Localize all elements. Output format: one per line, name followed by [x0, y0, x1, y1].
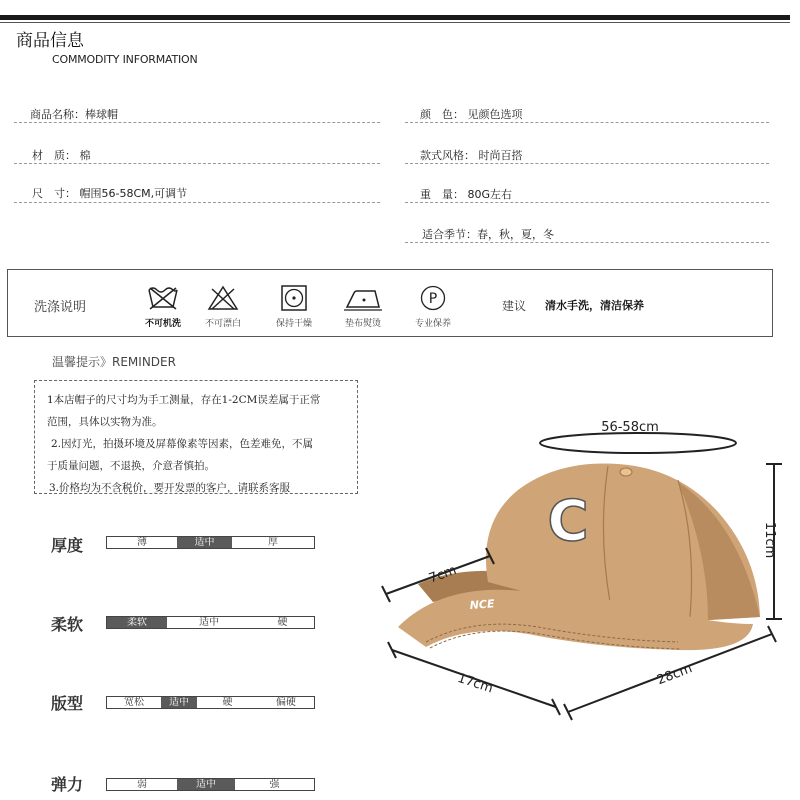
iron-with-cloth-icon [343, 285, 383, 311]
dim-height: 11cm [762, 521, 777, 559]
wash-caption: 不可漂白 [204, 319, 241, 329]
section-subtitle: COMMODITY INFORMATION [52, 53, 198, 66]
scale-option-selected: 适中 [177, 537, 232, 548]
dim-width: 28cm [655, 661, 695, 689]
info-size-value: 帽围56-58CM,可调节 [79, 187, 188, 200]
reminder-line: 范围，具体以实物为准。 [47, 416, 163, 428]
scale-bar-elasticity [106, 778, 315, 791]
circumference-ellipse [540, 433, 736, 453]
info-name [30, 106, 118, 122]
divider [14, 122, 380, 123]
divider [14, 202, 380, 203]
info-size [32, 185, 187, 201]
no-machine-wash-icon [146, 285, 180, 311]
reminder-box [34, 380, 358, 494]
scale-name-thickness: 厚度 [51, 536, 84, 555]
brim-text: NCE [469, 597, 495, 612]
reminder-line: 于质量问题，不退换，介意者慎拍。 [47, 460, 215, 472]
reminder-line: 3.价格均为不含税价，要开发票的客户，请联系客服 [49, 482, 291, 494]
scale-bar-softness [106, 616, 315, 629]
top-rule-thin [0, 22, 790, 23]
top-rule [0, 15, 790, 20]
cap-button [620, 468, 632, 476]
divider [405, 242, 769, 243]
scale-option: 偏硬 [276, 697, 296, 708]
info-size-label: 尺 寸： [32, 187, 76, 200]
info-color-value: 见颜色选项 [467, 108, 523, 121]
reminder-line: 2.因灯光，拍摄环境及屏幕像素等因素，色差难免，不属 [51, 438, 314, 450]
reminder-line: 1本店帽子的尺寸均为手工测量，存在1-2CM误差属于正常 [47, 394, 321, 406]
divider [405, 202, 769, 203]
info-season-value: 春，秋，夏，冬 [477, 228, 554, 241]
scale-option-selected: 适中 [177, 779, 235, 790]
scale-bar-thickness [106, 536, 315, 549]
scale-name-softness: 柔软 [51, 615, 84, 634]
scale-option: 硬 [222, 697, 233, 708]
info-weight-label: 重 量： [420, 188, 464, 201]
info-color-label: 颜 色： [420, 108, 464, 121]
wash-caption: 保持干燥 [275, 319, 312, 329]
wash-caption: 专业保养 [414, 319, 451, 329]
info-material-value: 棉 [79, 149, 91, 162]
scale-name-elasticity: 弹力 [51, 775, 84, 794]
wash-caption: 不可机洗 [144, 319, 181, 329]
scale-name-fit: 版型 [51, 694, 84, 713]
wash-icon-item [133, 285, 193, 329]
divider [405, 163, 769, 164]
wash-icon-item [264, 285, 324, 329]
no-bleach-icon [206, 285, 240, 311]
dim-circumference: 56-58cm [601, 420, 659, 435]
dim-brim: 7cm [427, 562, 459, 587]
info-weight-value: 80G左右 [467, 188, 513, 201]
scale-option: 宽松 [124, 697, 144, 708]
info-style-value: 时尚百搭 [478, 149, 523, 162]
section-title: 商品信息 [16, 31, 84, 51]
wash-icon-item [193, 285, 253, 329]
suggest-label: 建议 [502, 299, 527, 313]
info-color [420, 106, 523, 122]
tumble-dry-icon [277, 285, 311, 311]
info-material [32, 147, 91, 163]
dim-depth: 17cm [455, 670, 495, 697]
info-style [420, 147, 523, 163]
info-weight [420, 186, 512, 202]
baseball-cap-image [378, 412, 790, 732]
scale-option: 硬 [277, 617, 288, 628]
scale-option: 强 [269, 779, 280, 790]
scale-bar-fit [106, 696, 315, 709]
scale-option: 薄 [137, 537, 147, 548]
scale-option-selected: 柔软 [107, 617, 167, 628]
wash-title: 洗涤说明 [34, 300, 87, 315]
info-name-value: 棒球帽 [85, 108, 118, 121]
wash-caption: 垫布熨烫 [344, 319, 381, 329]
wash-icon-item [403, 285, 463, 329]
divider [14, 163, 380, 164]
scale-option: 厚 [268, 537, 278, 548]
product-illustration [378, 412, 790, 732]
divider [405, 122, 769, 123]
info-season [422, 226, 554, 242]
info-name-label: 商品名称： [30, 108, 85, 121]
info-season-label: 适合季节： [422, 228, 477, 241]
care-symbol: P [428, 291, 438, 307]
reminder-title: 温馨提示》REMINDER [52, 355, 176, 369]
wash-icon-item [333, 285, 393, 329]
scale-option-selected: 适中 [161, 697, 197, 708]
cap-logo: C [547, 489, 589, 554]
professional-care-icon [416, 285, 450, 311]
scale-option: 适中 [199, 617, 219, 628]
scale-option: 弱 [137, 779, 147, 790]
suggest-value: 清水手洗，清洁保养 [545, 299, 644, 312]
info-material-label: 材 质： [32, 149, 76, 162]
info-style-label: 款式风格： [420, 149, 475, 162]
